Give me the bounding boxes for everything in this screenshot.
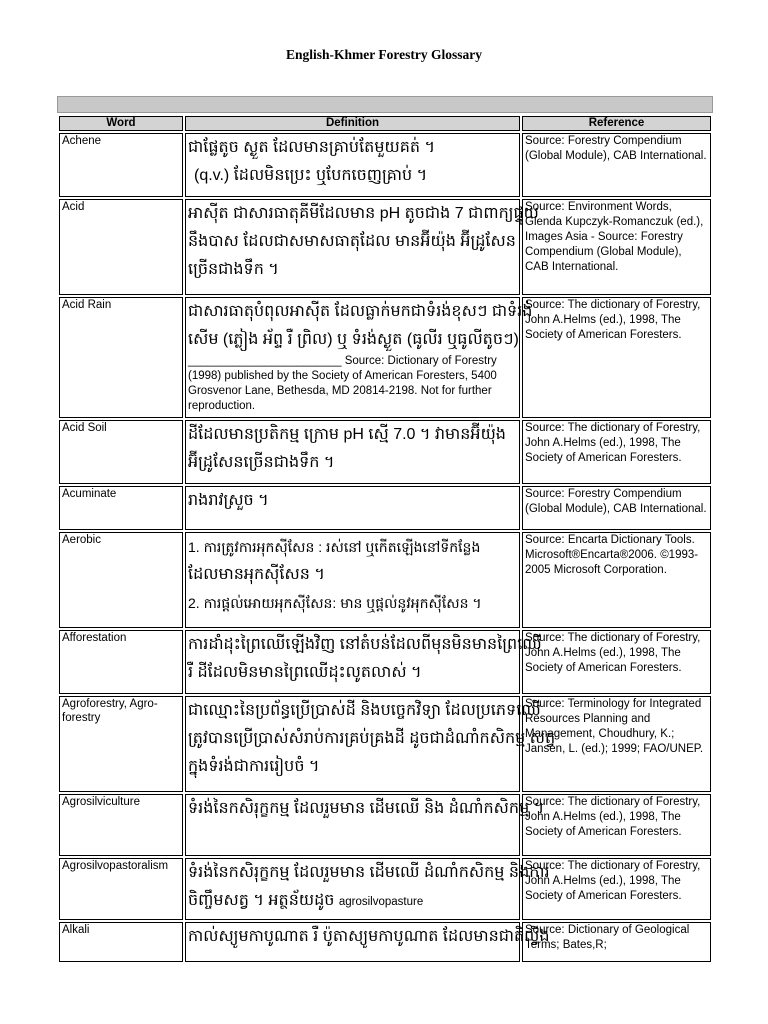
definition-line: 2. ការផ្តល់អោយអុកស៊ីសែន: មាន ឬផ្តល់នូវអុកស៊ីសែន ។ bbox=[188, 595, 482, 611]
term-cell: Alkali bbox=[59, 922, 183, 962]
reference-cell: Source: Dictionary of Geological Terms; Bates,R; bbox=[522, 922, 711, 962]
definition-cell bbox=[185, 297, 533, 418]
table-row bbox=[59, 858, 711, 920]
term-cell: Acid Soil bbox=[59, 420, 183, 484]
definition-line: ច្រើនជាងទឹក ។ bbox=[188, 261, 279, 278]
definition-line: 1. ការត្រូវការអុកស៊ីសែន : រស់នៅ ឬកើតឡើងនៅទីកន្លែង bbox=[188, 539, 481, 555]
definition-line: ទំរង់នៃកសិរុក្ខកម្ម ដែលរួមមាន ដើមឈើ និង ដំណាំកសិកម្ម ។ bbox=[188, 800, 545, 817]
column-header-reference: Reference bbox=[522, 116, 711, 131]
definition-line: អ៊ីដ្រូសែនច្រើនជាងទឹក ។ bbox=[188, 454, 335, 471]
term-cell: Agrosilvopastoralism bbox=[59, 858, 183, 920]
reference-cell: Source: Environment Words, Glenda Kupczyk-Romanczuk (ed.), Images Asia - Source: Forestry Compendium (Global Module), CAB International. bbox=[522, 199, 711, 295]
definition-line: កាល់ស្យូមកាបូណាត រឺ ប៉ូតាស្យូមកាបូណាត ដែលមានជាតិល្វីង bbox=[188, 928, 550, 945]
definition-line: អាស៊ីត ជាសារធាតុគីមីដែលមាន pH តូចជាង 7 ជាពាក្យផ្ទុយ bbox=[188, 205, 539, 222]
definition-cell bbox=[185, 858, 550, 920]
table-row bbox=[59, 696, 711, 792]
term-cell: Acid bbox=[59, 199, 183, 295]
definition-line: ដីដែលមានប្រតិកម្ម ក្រោម pH ស្មើ 7.0 ។ វាមានអ៊ីយ៉ុង bbox=[188, 426, 506, 443]
term-cell: Agrosilviculture bbox=[59, 794, 183, 856]
document-title: English-Khmer Forestry Glossary bbox=[286, 47, 482, 62]
reference-cell: Source: The dictionary of Forestry, John A.Helms (ed.), 1998, The Society of American Foresters. bbox=[522, 858, 711, 920]
definition-cell bbox=[185, 133, 520, 197]
definition-line: (q.v.) ដែលមិនប្រេះ ឬបែកចេញគ្រាប់ ។ bbox=[194, 167, 428, 184]
definition-cell bbox=[185, 630, 542, 694]
term-cell: Achene bbox=[59, 133, 183, 197]
reference-cell: Source: Terminology for Integrated Resources Planning and Management, Choudhury, K.; Jansen, L. (ed.); 1999; FAO/UNEP. bbox=[522, 696, 711, 792]
definition-line: រាងរាវស្រួច ។ bbox=[188, 492, 269, 509]
term-cell: Afforestation bbox=[59, 630, 183, 694]
term-cell: Aerobic bbox=[59, 532, 183, 628]
reference-cell: Source: The dictionary of Forestry, John A.Helms (ed.), 1998, The Society of American Foresters. bbox=[522, 794, 711, 856]
table-row bbox=[59, 922, 711, 962]
definition-line: ការដាំដុះព្រៃឈើឡើងវិញ នៅតំបន់ដែលពីមុនមិនមានព្រៃឈើ bbox=[188, 636, 542, 653]
reference-cell: Source: The dictionary of Forestry, John A.Helms (ed.), 1998, The Society of American Foresters. bbox=[522, 420, 711, 484]
definition-cell bbox=[185, 922, 550, 962]
definition-cell bbox=[185, 420, 520, 484]
reference-cell: Source: Forestry Compendium (Global Module), CAB International. bbox=[522, 486, 711, 530]
definition-line: ត្រូវបានប្រើប្រាស់សំរាប់ការគ្រប់គ្រងដី ដូចជាដំណាំកសិកម្ម សត្វ bbox=[188, 730, 556, 747]
table-row bbox=[59, 794, 711, 856]
reference-cell: Source: Encarta Dictionary Tools. Microsoft®Encarta®2006. ©1993-2005 Microsoft Corporation. bbox=[522, 532, 711, 628]
term-cell: Acuminate bbox=[59, 486, 183, 530]
definition-line: នឹងបាស ដែលជាសមាសធាតុដែល មានអ៊ីយ៉ុង អ៊ីដ្រូសែន bbox=[188, 233, 516, 250]
column-header-definition: Definition bbox=[185, 116, 520, 131]
definition-line bbox=[188, 887, 517, 916]
table-row bbox=[59, 297, 711, 418]
table-row bbox=[59, 630, 711, 694]
definition-khmer-text: ចិញ្ចឹមសត្វ ។ អត្ថន័យដូច bbox=[188, 892, 335, 909]
term-cell: Acid Rain bbox=[59, 297, 183, 418]
table-row bbox=[59, 486, 711, 530]
table-row bbox=[59, 420, 711, 484]
column-header-word: Word bbox=[59, 116, 183, 131]
table-row bbox=[59, 199, 711, 295]
definition-latin-term: agrosilvopasture bbox=[338, 896, 424, 908]
definition-line: ក្នុងទំរង់ជាការរៀបចំ ។ bbox=[188, 758, 320, 775]
definition-line: ទំរង់នៃកសិរុក្ខកម្ម ដែលរួមមាន ដើមឈើ ដំណាំកសិកម្ម និងការ bbox=[188, 864, 550, 881]
definition-line: ជាសារធាតុបំពុលអាស៊ីត ដែលធ្លាក់មកជាទំរង់ខុសៗ ជាទំរង់ bbox=[188, 303, 533, 320]
header-band bbox=[57, 96, 713, 113]
term-cell: Agroforestry, Agro-forestry bbox=[59, 696, 183, 792]
table-row bbox=[59, 133, 711, 197]
definition-line: ជាឈ្មោះនៃប្រព័ន្ធប្រើប្រាស់ដី និងបច្ចេកវិទ្យា ដែលប្រភេទឈើ bbox=[188, 702, 541, 719]
definition-cell bbox=[185, 532, 520, 628]
reference-cell: Source: The dictionary of Forestry, John A.Helms (ed.), 1998, The Society of American Foresters. bbox=[522, 297, 711, 418]
definition-line: សើម (ភ្លៀង អ័ព្ទ រឺ ព្រិល) ឬ ទំរង់ស្ងួត (ធូលីរ ឬធូលីតូចៗ) bbox=[188, 331, 519, 348]
definition-cell bbox=[185, 486, 520, 530]
reference-cell: Source: The dictionary of Forestry, John A.Helms (ed.), 1998, The Society of American Foresters. bbox=[522, 630, 711, 694]
definition-source-note: ________________________ Source: Dictionary of Forestry (1998) published by the Society of American Foresters, 5400 Grosvenor Lane, Bethesda, MD 20814-2198. Not for further reproduction. bbox=[188, 355, 497, 412]
definition-cell bbox=[185, 199, 539, 295]
definition-cell bbox=[185, 696, 556, 792]
definition-line: ជាផ្លែតូច ស្ងួត ដែលមានគ្រាប់តែមួយគត់ ។ bbox=[188, 139, 436, 156]
definition-line: ដែលមានអុកស៊ីសែន ។ bbox=[188, 566, 325, 583]
reference-cell: Source: Forestry Compendium (Global Module), CAB International. bbox=[522, 133, 711, 197]
definition-cell bbox=[185, 794, 545, 856]
table-row bbox=[59, 532, 711, 628]
definition-line: រឺ ដីដែលមិនមានព្រៃឈើដុះលូតលាស់ ។ bbox=[188, 664, 422, 681]
table-header-row bbox=[59, 116, 711, 131]
glossary-table bbox=[57, 114, 713, 964]
